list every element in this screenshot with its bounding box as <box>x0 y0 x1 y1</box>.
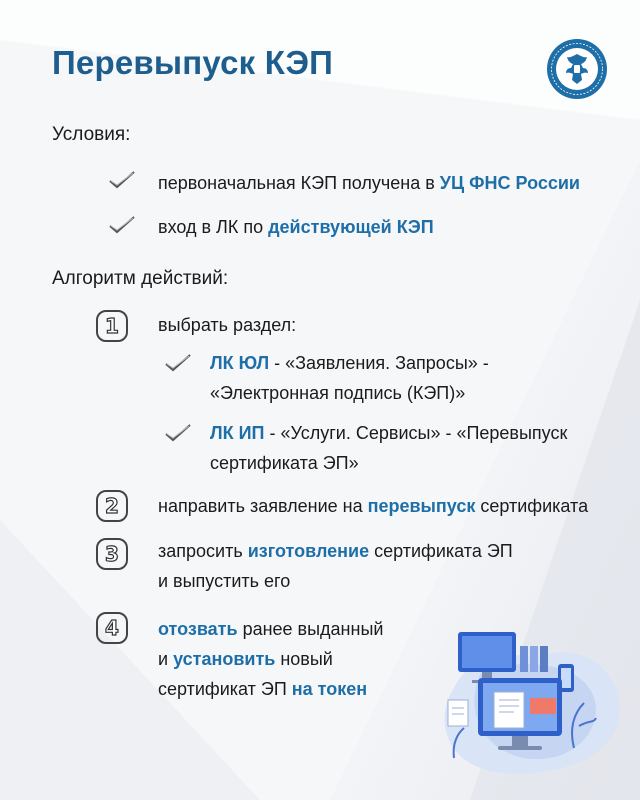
substep-item: ЛК ИП - «Услуги. Сервисы» - «Перевыпуск сертификата ЭП» <box>210 423 568 473</box>
computers-documents-illustration <box>424 608 624 778</box>
step-number-badge: 1 <box>96 310 128 342</box>
step-text: отозвать ранее выданный и установить новый сертификат ЭП на токен <box>158 619 384 699</box>
checkmark-icon <box>164 423 192 443</box>
checkmark-icon <box>108 215 136 235</box>
condition-item: вход в ЛК по действующей КЭП <box>158 217 434 237</box>
step-number-badge: 2 <box>96 490 128 522</box>
fns-emblem-icon <box>546 38 608 100</box>
step-number-badge: 4 <box>96 612 128 644</box>
checkmark-icon <box>108 170 136 190</box>
step-text: запросить изготовление сертификата ЭП и выпустить его <box>158 541 513 591</box>
conditions-heading: Условия: <box>52 124 131 145</box>
condition-item: первоначальная КЭП получена в УЦ ФНС России <box>158 173 580 193</box>
algorithm-heading: Алгоритм действий: <box>52 268 229 289</box>
page-title: Перевыпуск КЭП <box>52 44 334 81</box>
step-text: направить заявление на перевыпуск сертификата <box>158 496 589 516</box>
substep-item: ЛК ЮЛ - «Заявления. Запросы» - «Электронная подпись (КЭП)» <box>210 353 489 403</box>
step-text: выбрать раздел: <box>158 315 297 335</box>
step-number-badge: 3 <box>96 538 128 570</box>
checkmark-icon <box>164 353 192 373</box>
